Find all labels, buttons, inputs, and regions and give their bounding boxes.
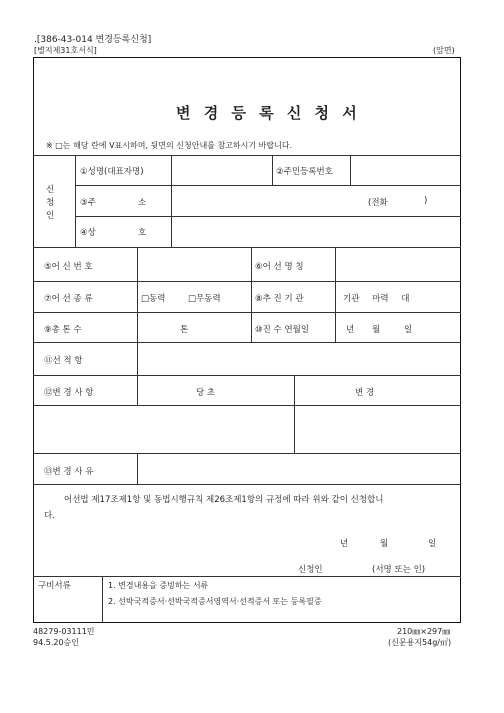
date-year: 년: [340, 539, 349, 549]
change-reason-label: ⑬변 경 사 유: [44, 467, 94, 477]
grid-line: [33, 453, 461, 454]
original-header: 당 초: [196, 388, 216, 398]
boat-name-label: ⑥어 선 명 칭: [255, 262, 304, 272]
grid-line: [33, 247, 461, 248]
launch-month: 월: [372, 325, 381, 335]
applicant-group-label-3: 인: [46, 211, 55, 221]
grid-line: [335, 247, 336, 342]
grid-line: [33, 484, 461, 485]
page-side: (앞면): [433, 46, 455, 55]
tonnage-unit: 톤: [180, 325, 189, 335]
form-code: 48279-03111민: [33, 627, 95, 636]
frame-right: [460, 57, 461, 623]
date-month: 월: [380, 539, 389, 549]
frame-bottom: [33, 622, 461, 623]
address-label: ③주: [80, 198, 96, 208]
engine-value: 기관 마력 대: [343, 294, 410, 304]
grid-line: [137, 453, 138, 484]
tonnage-label: ⑨총 톤 수: [44, 325, 82, 335]
applicant-group-label-2: 청: [46, 198, 55, 208]
changed-header: 변 경: [355, 388, 375, 398]
grid-line: [33, 281, 461, 282]
paper-size: 210㎜×297㎜: [397, 627, 451, 636]
trade-name-label-2: 호: [138, 228, 147, 238]
documents-label: 구비서류: [38, 581, 71, 591]
document-item-1: 1. 변경내용을 증빙하는 서류: [108, 581, 209, 590]
page-title: 변 경 등 록 신 청 서: [176, 104, 361, 122]
grid-line: [33, 155, 461, 156]
grid-line: [33, 576, 461, 577]
form-number: [별지제31호서식]: [34, 46, 97, 55]
engine-label: ⑧추 진 기 관: [255, 294, 304, 304]
grid-line: [33, 342, 461, 343]
applicant-group-label-1: 신: [46, 185, 55, 195]
change-items-label: ⑫변 경 사 항: [44, 388, 94, 398]
regno-label: ②주민등록번호: [276, 167, 333, 177]
name-label: ①성명(대표자명): [80, 167, 144, 177]
form-note: ※ □는 해당 란에 V표시하며, 뒷면의 신청안내를 참고하시기 바랍니다.: [46, 141, 293, 150]
frame-top: [33, 57, 461, 58]
grid-line: [350, 155, 351, 185]
boat-type-label: ⑦어 선 종 류: [44, 294, 93, 304]
launch-day: 일: [404, 325, 413, 335]
doc-code: .[386-43-014 변경등록신청]: [34, 35, 152, 45]
grid-line: [294, 375, 295, 453]
frame-left: [33, 57, 34, 623]
trade-name-label: ④상: [80, 228, 96, 238]
declaration-statement-end: 다.: [44, 511, 55, 521]
boat-number-label: ⑤어 신 번 호: [44, 262, 93, 272]
phone-close: ): [424, 196, 428, 206]
grid-line: [272, 155, 273, 185]
grid-line: [137, 375, 138, 405]
grid-line: [75, 155, 76, 247]
non-powered-checkbox[interactable]: □무동력: [188, 294, 221, 304]
grid-line: [75, 216, 461, 217]
signature-field[interactable]: (서명 또는 인): [372, 565, 426, 575]
grid-line: [102, 576, 103, 622]
applicant-signature-label: 신청인: [298, 565, 323, 575]
approval-date: 94.5.20승인: [33, 638, 79, 647]
launch-year: 년: [346, 325, 355, 335]
grid-line: [251, 247, 252, 342]
paper-type: (신문용지54g/㎡): [388, 638, 452, 647]
phone-label: (전화: [368, 198, 388, 208]
launch-date-label: ⑩진 수 연월일: [255, 325, 310, 335]
port-label: ⑪선 적 항: [44, 356, 83, 366]
document-item-2: 2. 선박국적증서·선박국적증서영역서·선적증서 또는 등록필증: [108, 597, 322, 606]
grid-line: [33, 375, 461, 376]
grid-line: [171, 155, 172, 247]
date-day: 일: [428, 539, 437, 549]
grid-line: [75, 185, 461, 186]
address-label-2: 소: [138, 198, 147, 208]
powered-checkbox[interactable]: □동력: [141, 294, 166, 304]
grid-line: [137, 247, 138, 375]
declaration-statement: 어선법 제17조제1항 및 동법시행규칙 제26조제1항의 규정에 따라 위와 같이 신청합니: [64, 495, 384, 505]
grid-line: [33, 405, 461, 406]
grid-line: [33, 312, 461, 313]
